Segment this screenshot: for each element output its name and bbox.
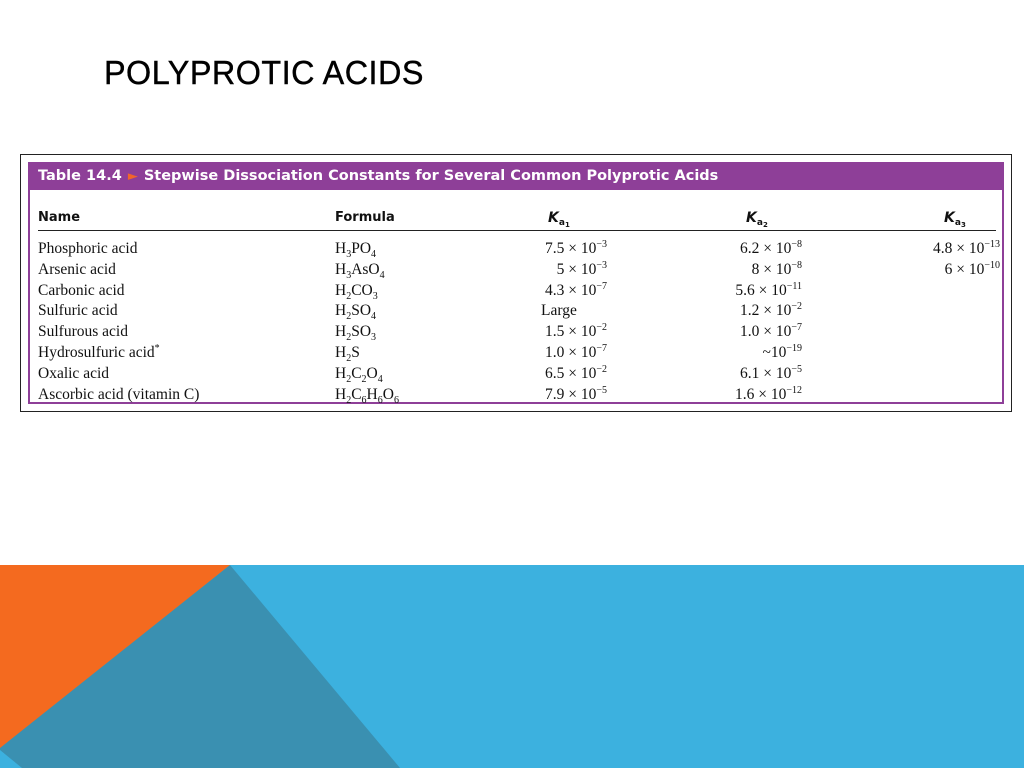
formula-subscript: 2 (346, 353, 352, 364)
formula-element: H (335, 260, 347, 278)
ka2-exponent: −2 (791, 301, 802, 313)
formula-subscript: 3 (346, 269, 352, 281)
formula-element: C (351, 364, 362, 382)
ka1-exponent: −3 (596, 239, 607, 250)
formula-subscript: 3 (372, 290, 378, 302)
formula-element: H (335, 323, 347, 341)
ka1-mantissa: 1.5 × 10 (544, 323, 597, 341)
formula-subscript: 6 (377, 394, 383, 406)
formula-subscript: 4 (379, 269, 385, 281)
acid-name: Arsenic acid (38, 260, 116, 278)
formula-element: O (382, 385, 394, 403)
ka1-value: Large (541, 302, 577, 320)
ka2-index: 2 (762, 221, 768, 229)
ka2-mantissa: 5.6 × 10 (735, 281, 787, 299)
col-header-formula: Formula (335, 210, 395, 225)
formula-element: CO (351, 281, 373, 299)
slide-title: POLYPROTIC ACIDS (104, 54, 424, 91)
formula-element: C (351, 385, 362, 403)
ka1-mantissa: 6.5 × 10 (544, 364, 597, 382)
formula-subscript: 3 (346, 249, 352, 260)
ka2-exponent: −19 (786, 343, 802, 354)
footnote-mark: * (154, 343, 160, 354)
ka1-sub: a (558, 218, 565, 228)
ka2-mantissa: 1.2 × 10 (739, 302, 792, 320)
ka1-mantissa: 1.0 × 10 (544, 344, 597, 361)
ka1-exponent: −7 (596, 280, 607, 292)
formula-subscript: 4 (371, 311, 377, 323)
ka3-mantissa: 4.8 × 10 (932, 240, 985, 257)
formula-element: SO (351, 323, 372, 341)
formula-element: H (335, 281, 347, 299)
formula-element: AsO (351, 260, 380, 278)
formula-subscript: 3 (371, 332, 377, 344)
formula-subscript: 2 (346, 290, 352, 302)
acid-name: Ascorbic acid (vitamin C) (38, 385, 200, 403)
ka1-mantissa: 5 × 10 (556, 260, 597, 278)
ka2-mantissa: 1.6 × 10 (734, 385, 787, 403)
formula-element: PO (351, 240, 372, 257)
ka2-exponent: −11 (786, 280, 802, 292)
ka1-exponent: −5 (596, 384, 607, 396)
formula-element: SO (351, 302, 372, 320)
formula-subscript: 4 (377, 373, 383, 385)
ka1-mantissa: 7.5 × 10 (544, 240, 597, 257)
formula-element: H (335, 344, 347, 361)
ka2-mantissa: 6.2 × 10 (739, 240, 792, 257)
formula-element: H (335, 364, 347, 382)
ka2-symbol: K (746, 210, 757, 226)
acid-name: Oxalic acid (38, 364, 110, 382)
formula-subscript: 2 (361, 373, 367, 385)
ka1-symbol: K (548, 210, 559, 226)
formula-element: H (366, 385, 378, 403)
ka2-exponent: −8 (791, 239, 802, 250)
ka2-exponent: −8 (791, 259, 802, 271)
ka2-mantissa: 6.1 × 10 (739, 364, 792, 382)
ka2-exponent: −7 (791, 322, 802, 334)
caption-arrow-icon: ► (127, 169, 138, 184)
formula-element: H (335, 302, 347, 320)
formula-element: S (351, 344, 360, 361)
ka1-exponent: −7 (596, 343, 607, 354)
ka3-exponent: −13 (984, 239, 1000, 250)
ka1-exponent: −2 (596, 363, 607, 375)
ka1-exponent: −3 (596, 259, 607, 271)
ka1-mantissa: 7.9 × 10 (544, 385, 597, 403)
ka3-symbol: K (944, 210, 955, 226)
ka3-exponent: −10 (984, 259, 1000, 271)
formula-subscript: 6 (393, 394, 399, 406)
ka2-exponent: −12 (786, 384, 802, 396)
formula-subscript: 2 (346, 332, 352, 344)
table-caption-title: Stepwise Dissociation Constants for Several Common Polyprotic Acids (143, 168, 719, 184)
formula-subscript: 4 (371, 249, 377, 260)
ka2-sub: a (756, 218, 763, 228)
ka1-index: 1 (564, 221, 570, 229)
ka2-exponent: −5 (791, 363, 802, 375)
ka1-mantissa: 4.3 × 10 (544, 281, 597, 299)
table-caption-label: Table 14.4 (38, 168, 122, 184)
ka2-mantissa: 1.0 × 10 (739, 323, 792, 341)
formula-subscript: 6 (361, 394, 367, 406)
formula-subscript: 2 (346, 394, 352, 406)
ka3-mantissa: 6 × 10 (944, 260, 985, 278)
acid-name: Hydrosulfuric acid* (38, 343, 160, 361)
ka2-mantissa: ~10 (762, 344, 787, 361)
formula-element: O (366, 364, 378, 382)
acid-name: Phosphoric acid (38, 240, 138, 257)
formula-element: H (335, 385, 347, 403)
col-header-name: Name (38, 210, 81, 225)
acid-name: Carbonic acid (38, 281, 125, 299)
ka1-exponent: −2 (596, 322, 607, 334)
formula-subscript: 2 (346, 373, 352, 385)
acid-name: Sulfurous acid (38, 323, 128, 341)
formula-subscript: 2 (346, 311, 352, 323)
acid-name: Sulfuric acid (38, 302, 118, 320)
ka2-mantissa: 8 × 10 (751, 260, 792, 278)
formula-element: H (335, 240, 347, 257)
ka3-sub: a (954, 218, 961, 228)
ka3-index: 3 (960, 221, 966, 229)
